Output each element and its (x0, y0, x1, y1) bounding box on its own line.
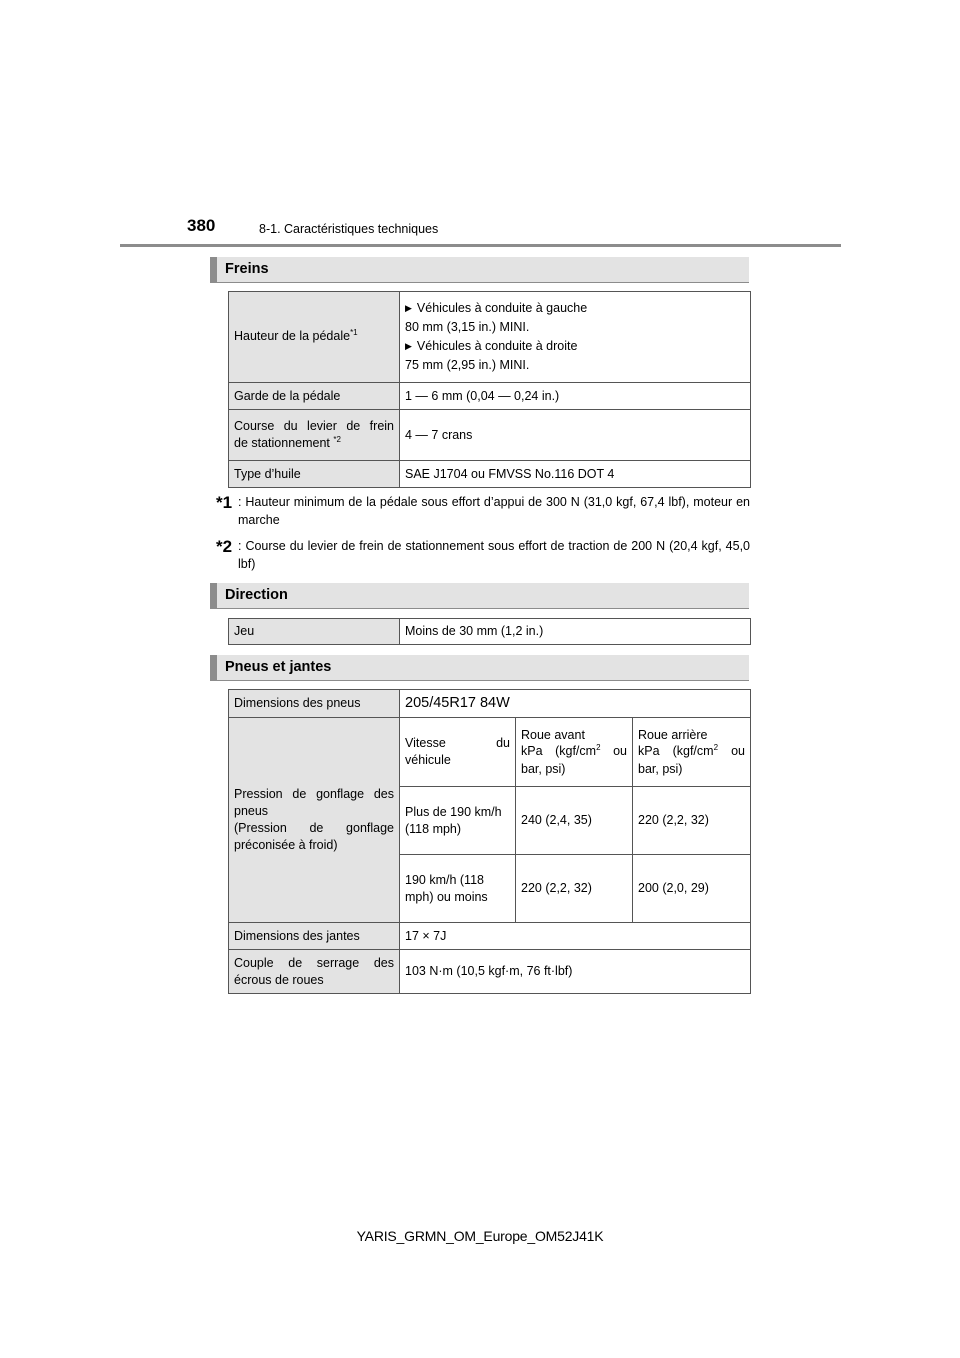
pressure-label-line1: Pression de gonflage des (234, 787, 394, 802)
steering-table (228, 618, 751, 645)
footer-doc-id: YARIS_GRMN_OM_Europe_OM52J41K (356, 1228, 604, 1244)
unit-text: kPa (kgf/cm (638, 744, 714, 759)
torque-label (229, 950, 400, 994)
row2-rear: 200 (2,0, 29) (633, 855, 751, 923)
wheel-size-value: 17 × 7J (400, 923, 751, 950)
speed-header-line2: véhicule (405, 753, 451, 767)
table-row (229, 923, 751, 950)
lhd-label: Véhicules à conduite à gauche (416, 301, 588, 316)
lever-travel-label (229, 410, 400, 461)
speed-header (400, 718, 516, 787)
footnote-mark: *2 (216, 537, 233, 556)
steering-play-label: Jeu (229, 619, 400, 645)
lever-travel-label-line2: de stationnement (234, 436, 334, 451)
row2-speed-line2: mph) ou moins (405, 889, 488, 904)
pressure-label-line3: (Pression de gonflage (234, 821, 394, 835)
front-header-line3: bar, psi) (521, 761, 566, 776)
torque-label-line1: Couple de serrage des (234, 955, 394, 970)
pressure-label (229, 718, 400, 923)
speed-header-line1: Vitesse du (405, 736, 510, 751)
table-row (229, 950, 751, 994)
triangle-bullet-icon: ▶ (405, 303, 412, 314)
lever-travel-label-line1: Course du levier de frein (234, 419, 394, 434)
steering-play-value: Moins de 30 mm (1,2 in.) (400, 619, 751, 645)
footnote-text: : Course du levier de frein de stationnement sous effort de traction de 200 N (20,4 kgf, 45,0 lbf) (238, 539, 750, 571)
row1-rear: 220 (2,2, 32) (633, 787, 751, 855)
table-row (229, 690, 751, 718)
footnote-2 (216, 537, 750, 573)
row2-speed (400, 855, 516, 923)
pedal-play-value: 1 — 6 mm (0,04 — 0,24 in.) (400, 383, 751, 410)
pedal-height-label (229, 292, 400, 383)
label-text: Hauteur de la pédale (234, 329, 351, 344)
row1-speed-line2: (118 mph) (405, 821, 462, 836)
table-row (229, 619, 751, 645)
superscript: 2 (596, 743, 601, 753)
rear-header (633, 718, 751, 787)
steering-heading: Direction (210, 583, 749, 609)
front-header-line1: Roue avant (521, 727, 585, 742)
rhd-label: Véhicules à conduite à droite (416, 339, 578, 353)
footnote-mark: *2 (333, 434, 341, 444)
pedal-play-label: Garde de la pédale (229, 383, 400, 410)
lever-travel-value: 4 — 7 crans (400, 410, 751, 461)
footnote-1 (216, 493, 750, 529)
page-number: 380 (187, 216, 216, 235)
front-header-line2 (521, 743, 627, 760)
rear-header-line2 (638, 743, 745, 760)
table-row (229, 410, 751, 461)
tire-size-value: 205/45R17 84W (400, 690, 751, 718)
fluid-type-value: SAE J1704 ou FMVSS No.116 DOT 4 (400, 461, 751, 488)
rear-header-line1: Roue arrière (638, 727, 708, 742)
tires-table (228, 689, 751, 994)
rear-header-line3: bar, psi) (638, 761, 683, 776)
pressure-label-line4: préconisée à froid) (234, 837, 338, 852)
unit-text: ou (718, 744, 745, 759)
torque-label-line2: écrous de roues (234, 972, 324, 987)
row1-front: 240 (2,4, 35) (516, 787, 633, 855)
superscript: 2 (713, 743, 719, 753)
section-title: 8-1. Caractéristiques techniques (259, 222, 439, 236)
brakes-heading: Freins (210, 257, 749, 283)
brakes-table (228, 291, 751, 488)
unit-text: ou (600, 744, 627, 759)
table-row (229, 718, 751, 787)
pressure-label-line2: pneus (234, 804, 269, 819)
rhd-value: 75 mm (2,95 in.) MINI. (405, 357, 530, 372)
row2-speed-line1: 190 km/h (118 (405, 872, 484, 887)
footnote-text: : Hauteur minimum de la pédale sous effort d’appui de 300 N (31,0 kgf, 67,4 lbf), moteur en marche (238, 495, 750, 527)
wheel-size-label: Dimensions des jantes (229, 923, 400, 950)
table-row (229, 461, 751, 488)
header-rule (120, 244, 841, 247)
tires-heading: Pneus et jantes (210, 655, 749, 681)
triangle-bullet-icon: ▶ (405, 341, 412, 351)
row2-front: 220 (2,2, 32) (516, 855, 633, 923)
table-row (229, 292, 751, 383)
footnote-mark: *1 (216, 493, 233, 512)
tire-size-label: Dimensions des pneus (229, 690, 400, 718)
pedal-height-value (400, 292, 751, 383)
footnote-mark: *1 (350, 328, 358, 338)
row1-speed-line1: Plus de 190 km/h (405, 804, 502, 819)
row1-speed (400, 787, 516, 855)
lhd-value: 80 mm (3,15 in.) MINI. (405, 320, 530, 335)
front-header (516, 718, 633, 787)
table-row (229, 383, 751, 410)
unit-text: kPa (kgf/cm (521, 744, 597, 759)
fluid-type-label: Type d’huile (229, 461, 400, 488)
torque-value: 103 N·m (10,5 kgf·m, 76 ft·lbf) (400, 950, 751, 994)
